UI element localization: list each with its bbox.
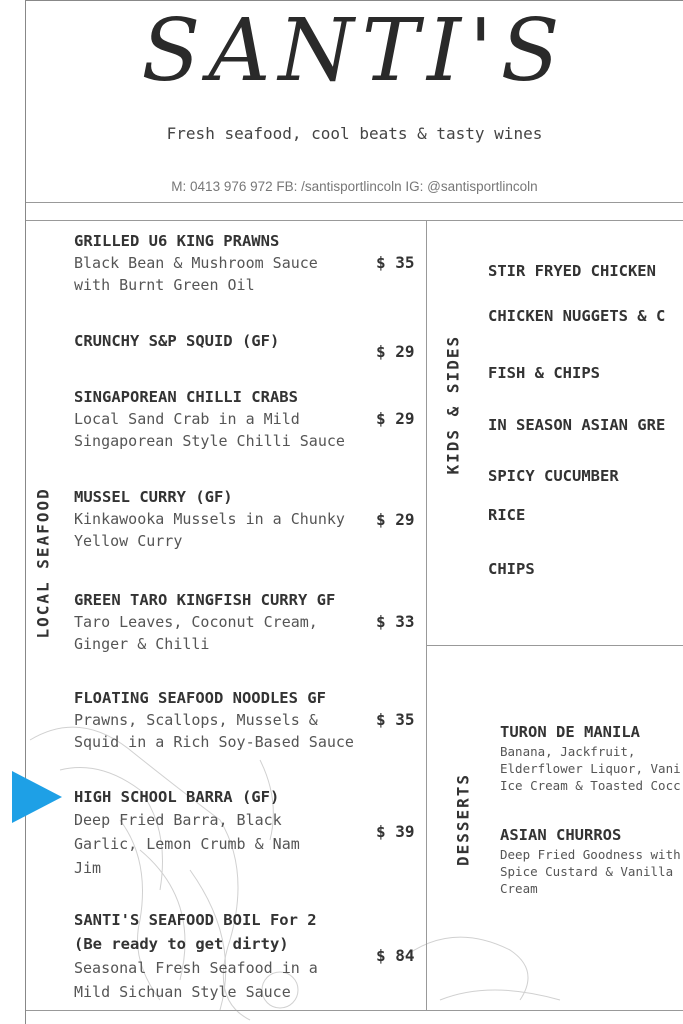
item-description: Taro Leaves, Coconut Cream, Ginger & Chilli	[74, 613, 318, 653]
item-price: $ 84	[376, 946, 415, 965]
item-description: Local Sand Crab in a Mild Singaporean Style Chilli Sauce	[74, 410, 345, 450]
item-description: Prawns, Scallops, Mussels & Squid in a Rich Soy-Based Sauce	[74, 711, 354, 751]
item-name: FLOATING SEAFOOD NOODLES GF	[74, 689, 326, 707]
item-price: $ 29	[376, 510, 415, 529]
pointer-arrow-icon	[12, 771, 62, 823]
item-name: GRILLED U6 KING PRAWNS	[74, 232, 280, 250]
item-description: Kinkawooka Mussels in a Chunky Yellow Curry	[74, 510, 345, 550]
item-price: $ 29	[376, 409, 415, 428]
dessert-description: Deep Fried Goodness with Spice Custard & Vanilla Cream	[500, 847, 681, 896]
menu-item	[74, 687, 374, 753]
sides-desserts-divider	[427, 645, 683, 646]
menu-item	[74, 330, 374, 352]
dessert-name: ASIAN CHURROS	[500, 826, 622, 844]
dessert-description: Banana, Jackfruit, Elderflower Liquor, Vani Ice Cream & Toasted Cocc	[500, 744, 681, 793]
item-description: Black Bean & Mushroom Sauce with Burnt Green Oil	[74, 254, 318, 294]
tagline: Fresh seafood, cool beats & tasty wines	[166, 124, 543, 143]
menu-item	[74, 486, 374, 552]
local-seafood-label: LOCAL SEAFOOD	[33, 487, 53, 639]
item-name: CRUNCHY S&P SQUID (GF)	[74, 332, 280, 350]
side-item: SPICY CUCUMBER	[488, 467, 619, 485]
menu-item	[74, 786, 374, 880]
side-item: RICE	[488, 506, 526, 524]
menu-item	[74, 230, 374, 296]
item-name: SANTI'S SEAFOOD BOIL For 2 (Be ready to get dirty)	[74, 911, 317, 953]
kids-sides-label: KIDS & SIDES	[443, 334, 463, 475]
restaurant-logo: SANTI'S	[141, 1, 568, 101]
item-description: Seasonal Fresh Seafood in a Mild Sichuan Style Sauce	[74, 959, 318, 1001]
side-item: FISH & CHIPS	[488, 364, 600, 382]
item-name: MUSSEL CURRY (GF)	[74, 488, 233, 506]
menu-item	[74, 908, 374, 1004]
item-name: SINGAPOREAN CHILLI CRABS	[74, 388, 298, 406]
item-price: $ 39	[376, 822, 415, 841]
item-price: $ 35	[376, 710, 415, 729]
side-item: CHICKEN NUGGETS & C	[488, 307, 666, 325]
item-price: $ 29	[376, 342, 415, 361]
section-top-rule	[26, 220, 683, 221]
desserts-label: DESSERTS	[453, 772, 473, 867]
dessert-item	[500, 721, 683, 794]
item-description: Deep Fried Barra, Black Garlic, Lemon Crumb & Nam Jim	[74, 811, 300, 877]
dessert-name: TURON DE MANILA	[500, 723, 640, 741]
item-name: GREEN TARO KINGFISH CURRY GF	[74, 591, 336, 609]
side-item: CHIPS	[488, 560, 535, 578]
side-item: STIR FRYED CHICKEN	[488, 262, 656, 280]
menu-item	[74, 589, 374, 655]
side-item: IN SEASON ASIAN GRE	[488, 416, 666, 434]
item-name: HIGH SCHOOL BARRA (GF)	[74, 788, 280, 806]
header-divider	[26, 202, 683, 203]
contact-info: M: 0413 976 972 FB: /santisportlincoln IG: @santisportlincoln	[171, 179, 538, 194]
dessert-item	[500, 824, 683, 897]
menu-header	[26, 0, 683, 200]
item-price: $ 33	[376, 612, 415, 631]
menu-item	[74, 386, 374, 452]
item-price: $ 35	[376, 253, 415, 272]
